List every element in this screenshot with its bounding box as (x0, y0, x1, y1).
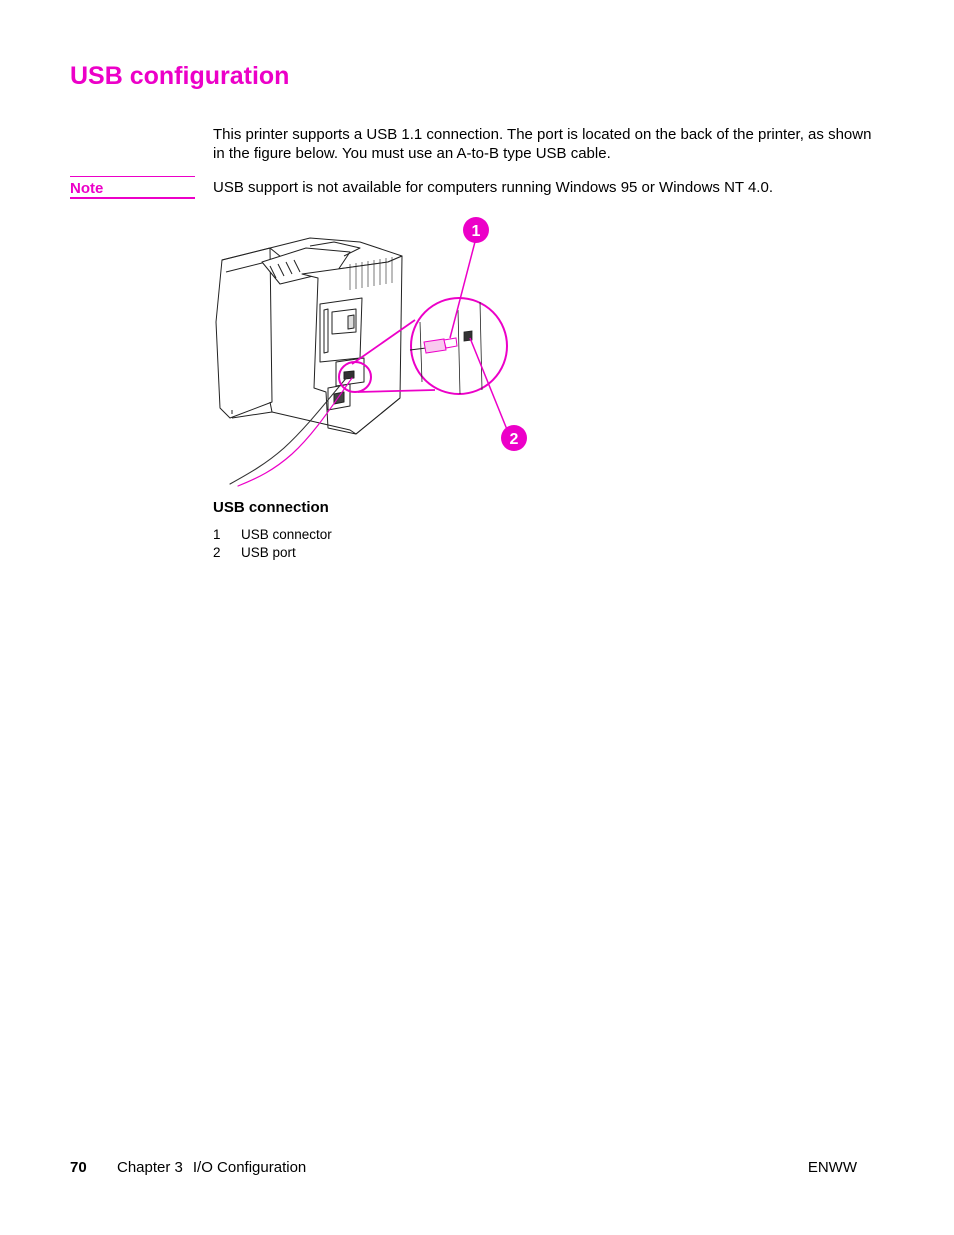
footer-chapter (117, 1159, 316, 1176)
callout-2 (501, 425, 527, 451)
callout-2-label: 2 (509, 431, 519, 448)
page-title: USB configuration (70, 62, 290, 90)
footer-chapter-number: Chapter 3 (117, 1159, 183, 1176)
callout-1 (463, 217, 489, 243)
legend-item (213, 526, 332, 544)
legend-label: USB connector (241, 527, 332, 542)
note-label: Note (70, 176, 195, 199)
legend-number: 2 (213, 545, 221, 560)
printer-illustration (216, 238, 402, 434)
callout-1-label: 1 (471, 223, 481, 240)
note-text: USB support is not available for computers running Windows 95 or Windows NT 4.0. (213, 179, 773, 196)
figure-caption-title: USB connection (213, 499, 329, 516)
legend-label: USB port (241, 545, 296, 560)
usb-connection-figure (210, 212, 530, 492)
intro-paragraph: This printer supports a USB 1.1 connection. The port is located on the back of the printer, as shown in the figure below. You must use an A-to-B type USB cable. (213, 126, 872, 162)
legend-number: 1 (213, 527, 221, 542)
footer-chapter-title: I/O Configuration (192, 1159, 307, 1176)
footer-doc-code: ENWW (807, 1159, 857, 1176)
magnified-port-view (410, 298, 507, 394)
legend-item (213, 544, 332, 562)
figure-legend (213, 526, 332, 562)
footer-page-number: 70 (70, 1159, 87, 1176)
